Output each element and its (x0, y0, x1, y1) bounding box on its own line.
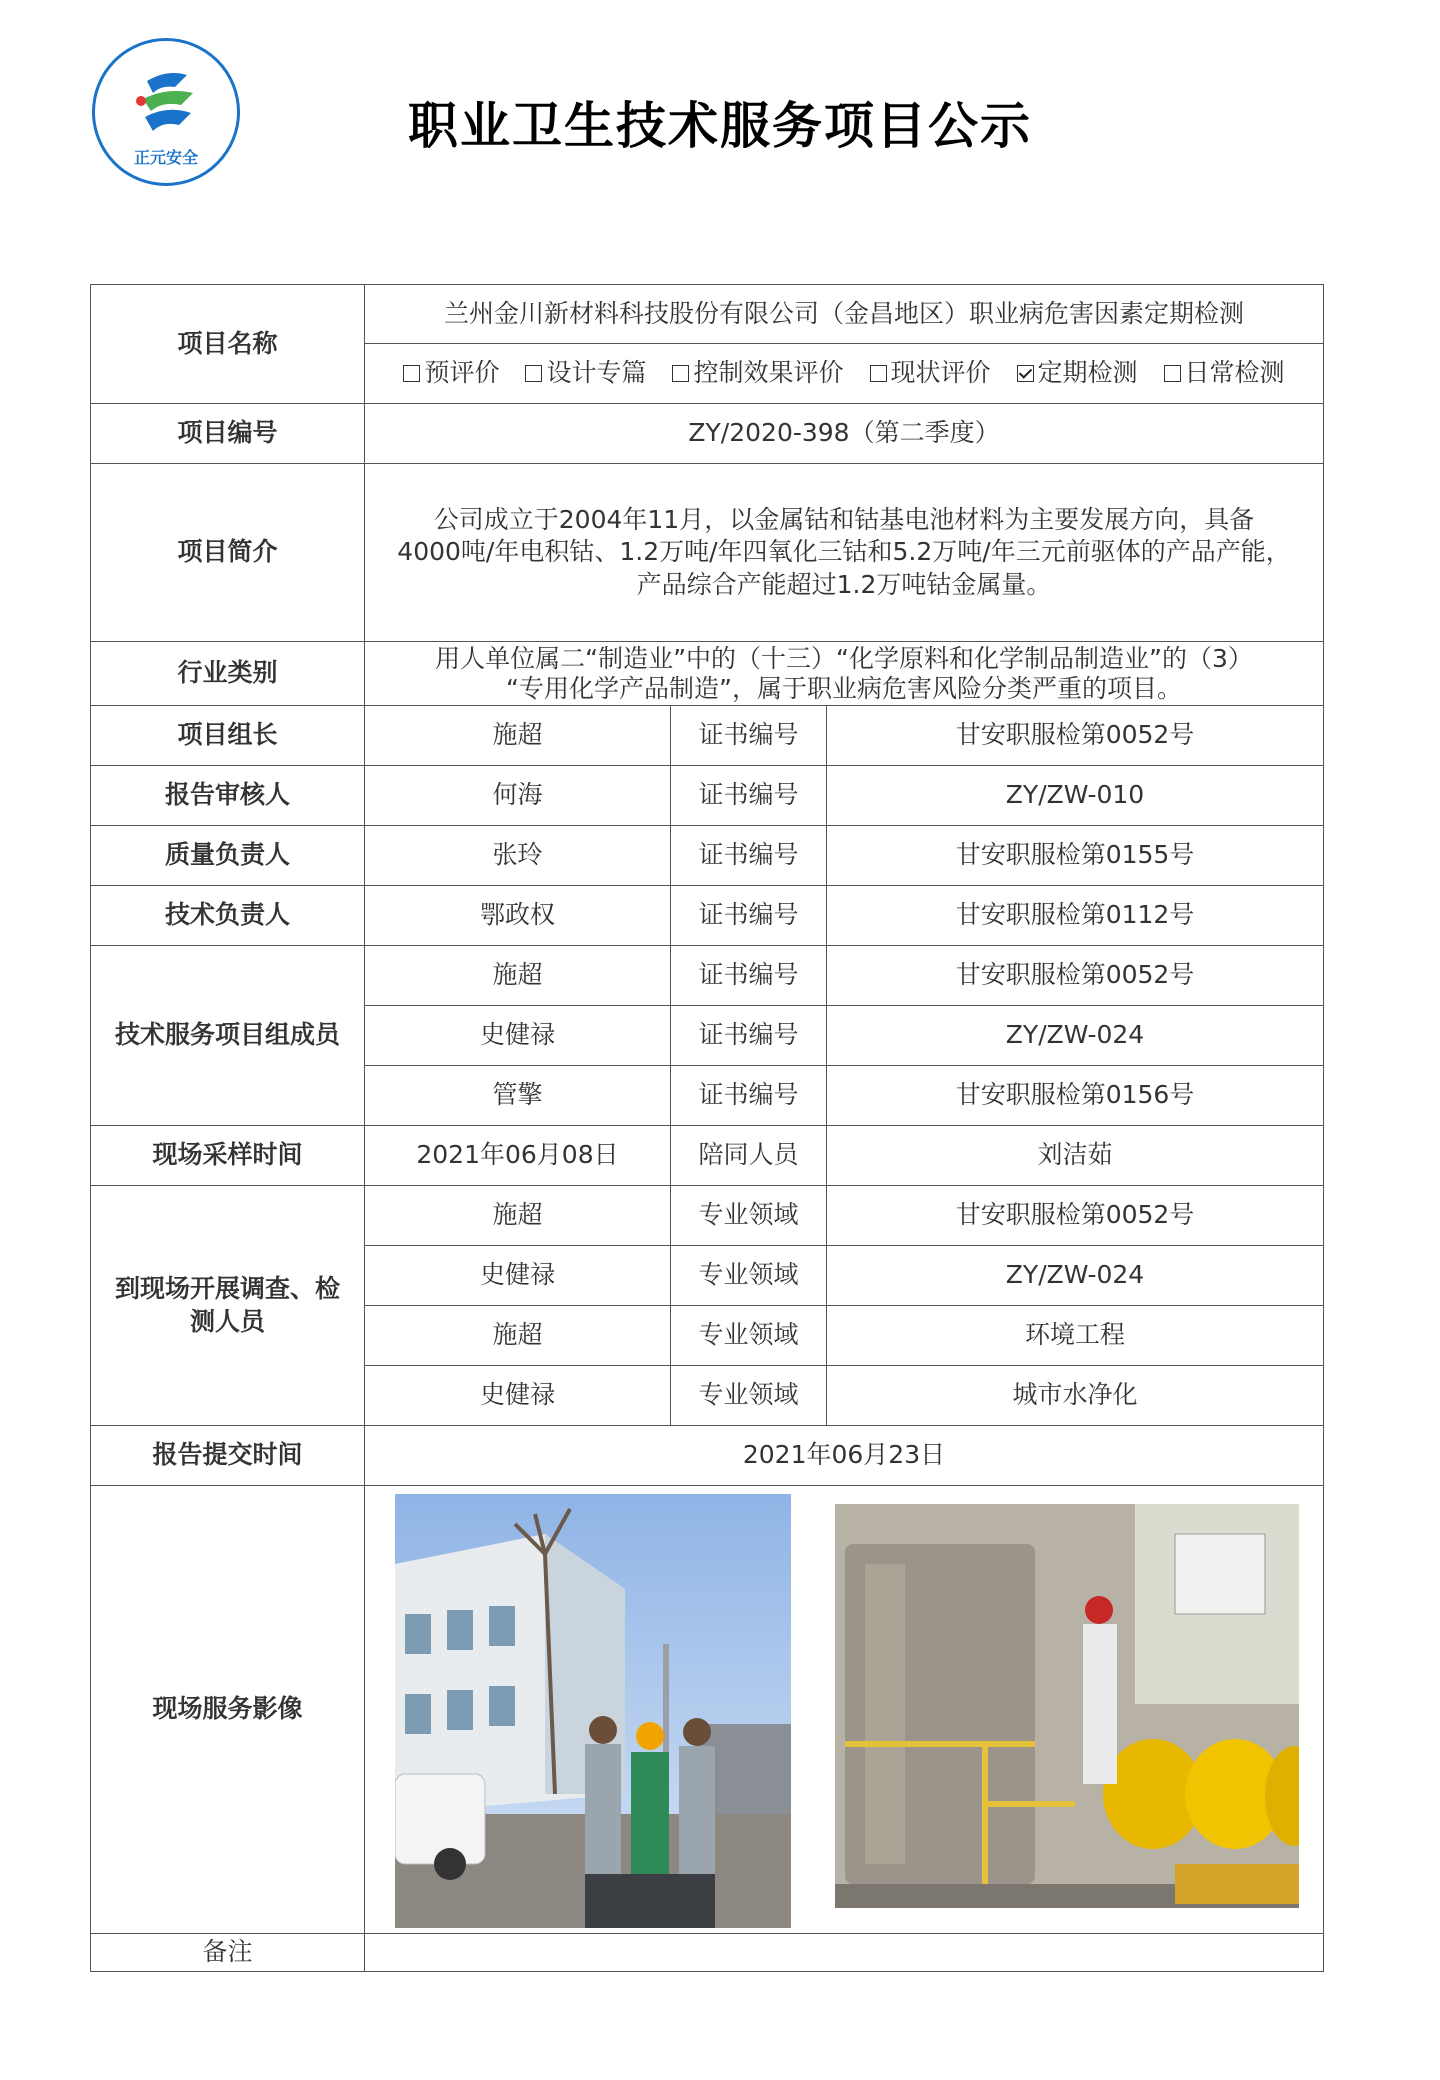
submit-date: 2021年06月23日 (365, 1426, 1324, 1486)
table-row: 技术负责人 鄂政权 证书编号 甘安职服检第0112号 (91, 886, 1324, 946)
table-row: 报告审核人 何海 证书编号 ZY/ZW-010 (91, 766, 1324, 826)
table-row: 到现场开展调查、检 测人员 施超 专业领域 甘安职服检第0052号 (91, 1186, 1324, 1246)
field-staff-label: 到现场开展调查、检 测人员 (91, 1186, 365, 1426)
remarks-label: 备注 (91, 1934, 365, 1972)
checkbox-icon (672, 365, 689, 382)
table-row: 管擎 证书编号 甘安职服检第0156号 (91, 1066, 1324, 1126)
table-row: 现场采样时间 2021年06月08日 陪同人员 刘洁茹 (91, 1126, 1324, 1186)
option-status-evaluation[interactable]: 现状评价 (870, 357, 991, 390)
checkbox-icon (525, 365, 542, 382)
option-design[interactable]: 设计专篇 (525, 357, 646, 390)
table-row: 施超 专业领域 环境工程 (91, 1306, 1324, 1366)
checkbox-icon (870, 365, 887, 382)
table-row: 质量负责人 张玲 证书编号 甘安职服检第0155号 (91, 826, 1324, 886)
option-control-effect[interactable]: 控制效果评价 (672, 357, 843, 390)
images-label: 现场服务影像 (91, 1486, 365, 1934)
option-pre-evaluation[interactable]: 预评价 (403, 357, 499, 390)
sampling-date: 2021年06月08日 (365, 1126, 671, 1186)
project-name-value: 兰州金川新材料科技股份有限公司（金昌地区）职业病危害因素定期检测 (365, 285, 1324, 344)
remarks-value (365, 1934, 1324, 1972)
intro-text: 公司成立于2004年11月，以金属钴和钴基电池材料为主要发展方向，具备 4000吨/年电积钴、1.2万吨/年四氧化三钴和5.2万吨/年三元前驱体的产品产能， 产品综合产能超过1.2万吨钴金属量。 (365, 464, 1324, 642)
intro-label: 项目简介 (91, 464, 365, 642)
submit-label: 报告提交时间 (91, 1426, 365, 1486)
industry-text: 用人单位属二“制造业”中的（十三）“化学原料和化学制品制造业”的（3） “专用化学产品制造”，属于职业病危害风险分类严重的项目。 (365, 642, 1324, 706)
table-row (91, 1426, 1324, 1486)
companion-name: 刘洁茹 (827, 1126, 1324, 1186)
table-row: 史健禄 证书编号 ZY/ZW-024 (91, 1006, 1324, 1066)
table-row: 史健禄 专业领域 城市水净化 (91, 1366, 1324, 1426)
project-number-value: ZY/2020-398（第二季度） (365, 404, 1324, 464)
industry-label: 行业类别 (91, 642, 365, 706)
project-info-table (90, 284, 1324, 1972)
table-row: 项目组长 施超 证书编号 甘安职服检第0052号 (91, 706, 1324, 766)
project-type-options (365, 344, 1324, 404)
option-daily-detection[interactable]: 日常检测 (1164, 357, 1285, 390)
images-cell (365, 1486, 1324, 1934)
table-row: 技术服务项目组成员 施超 证书编号 甘安职服检第0052号 (91, 946, 1324, 1006)
page-title: 职业卫生技术服务项目公示 (408, 97, 1032, 155)
option-periodic-detection[interactable]: 定期检测 (1017, 357, 1138, 390)
checkbox-icon (1164, 365, 1181, 382)
sampling-label: 现场采样时间 (91, 1126, 365, 1186)
logo-text: 正元安全 (133, 148, 198, 167)
site-photo-indoor (835, 1504, 1299, 1908)
project-name-label: 项目名称 (91, 285, 365, 404)
project-number-label: 项目编号 (91, 404, 365, 464)
members-label: 技术服务项目组成员 (91, 946, 365, 1126)
site-photo-outdoor (395, 1494, 791, 1928)
checkbox-icon (403, 365, 420, 382)
table-row: 史健禄 专业领域 ZY/ZW-024 (91, 1246, 1324, 1306)
checkbox-checked-icon (1017, 365, 1034, 382)
